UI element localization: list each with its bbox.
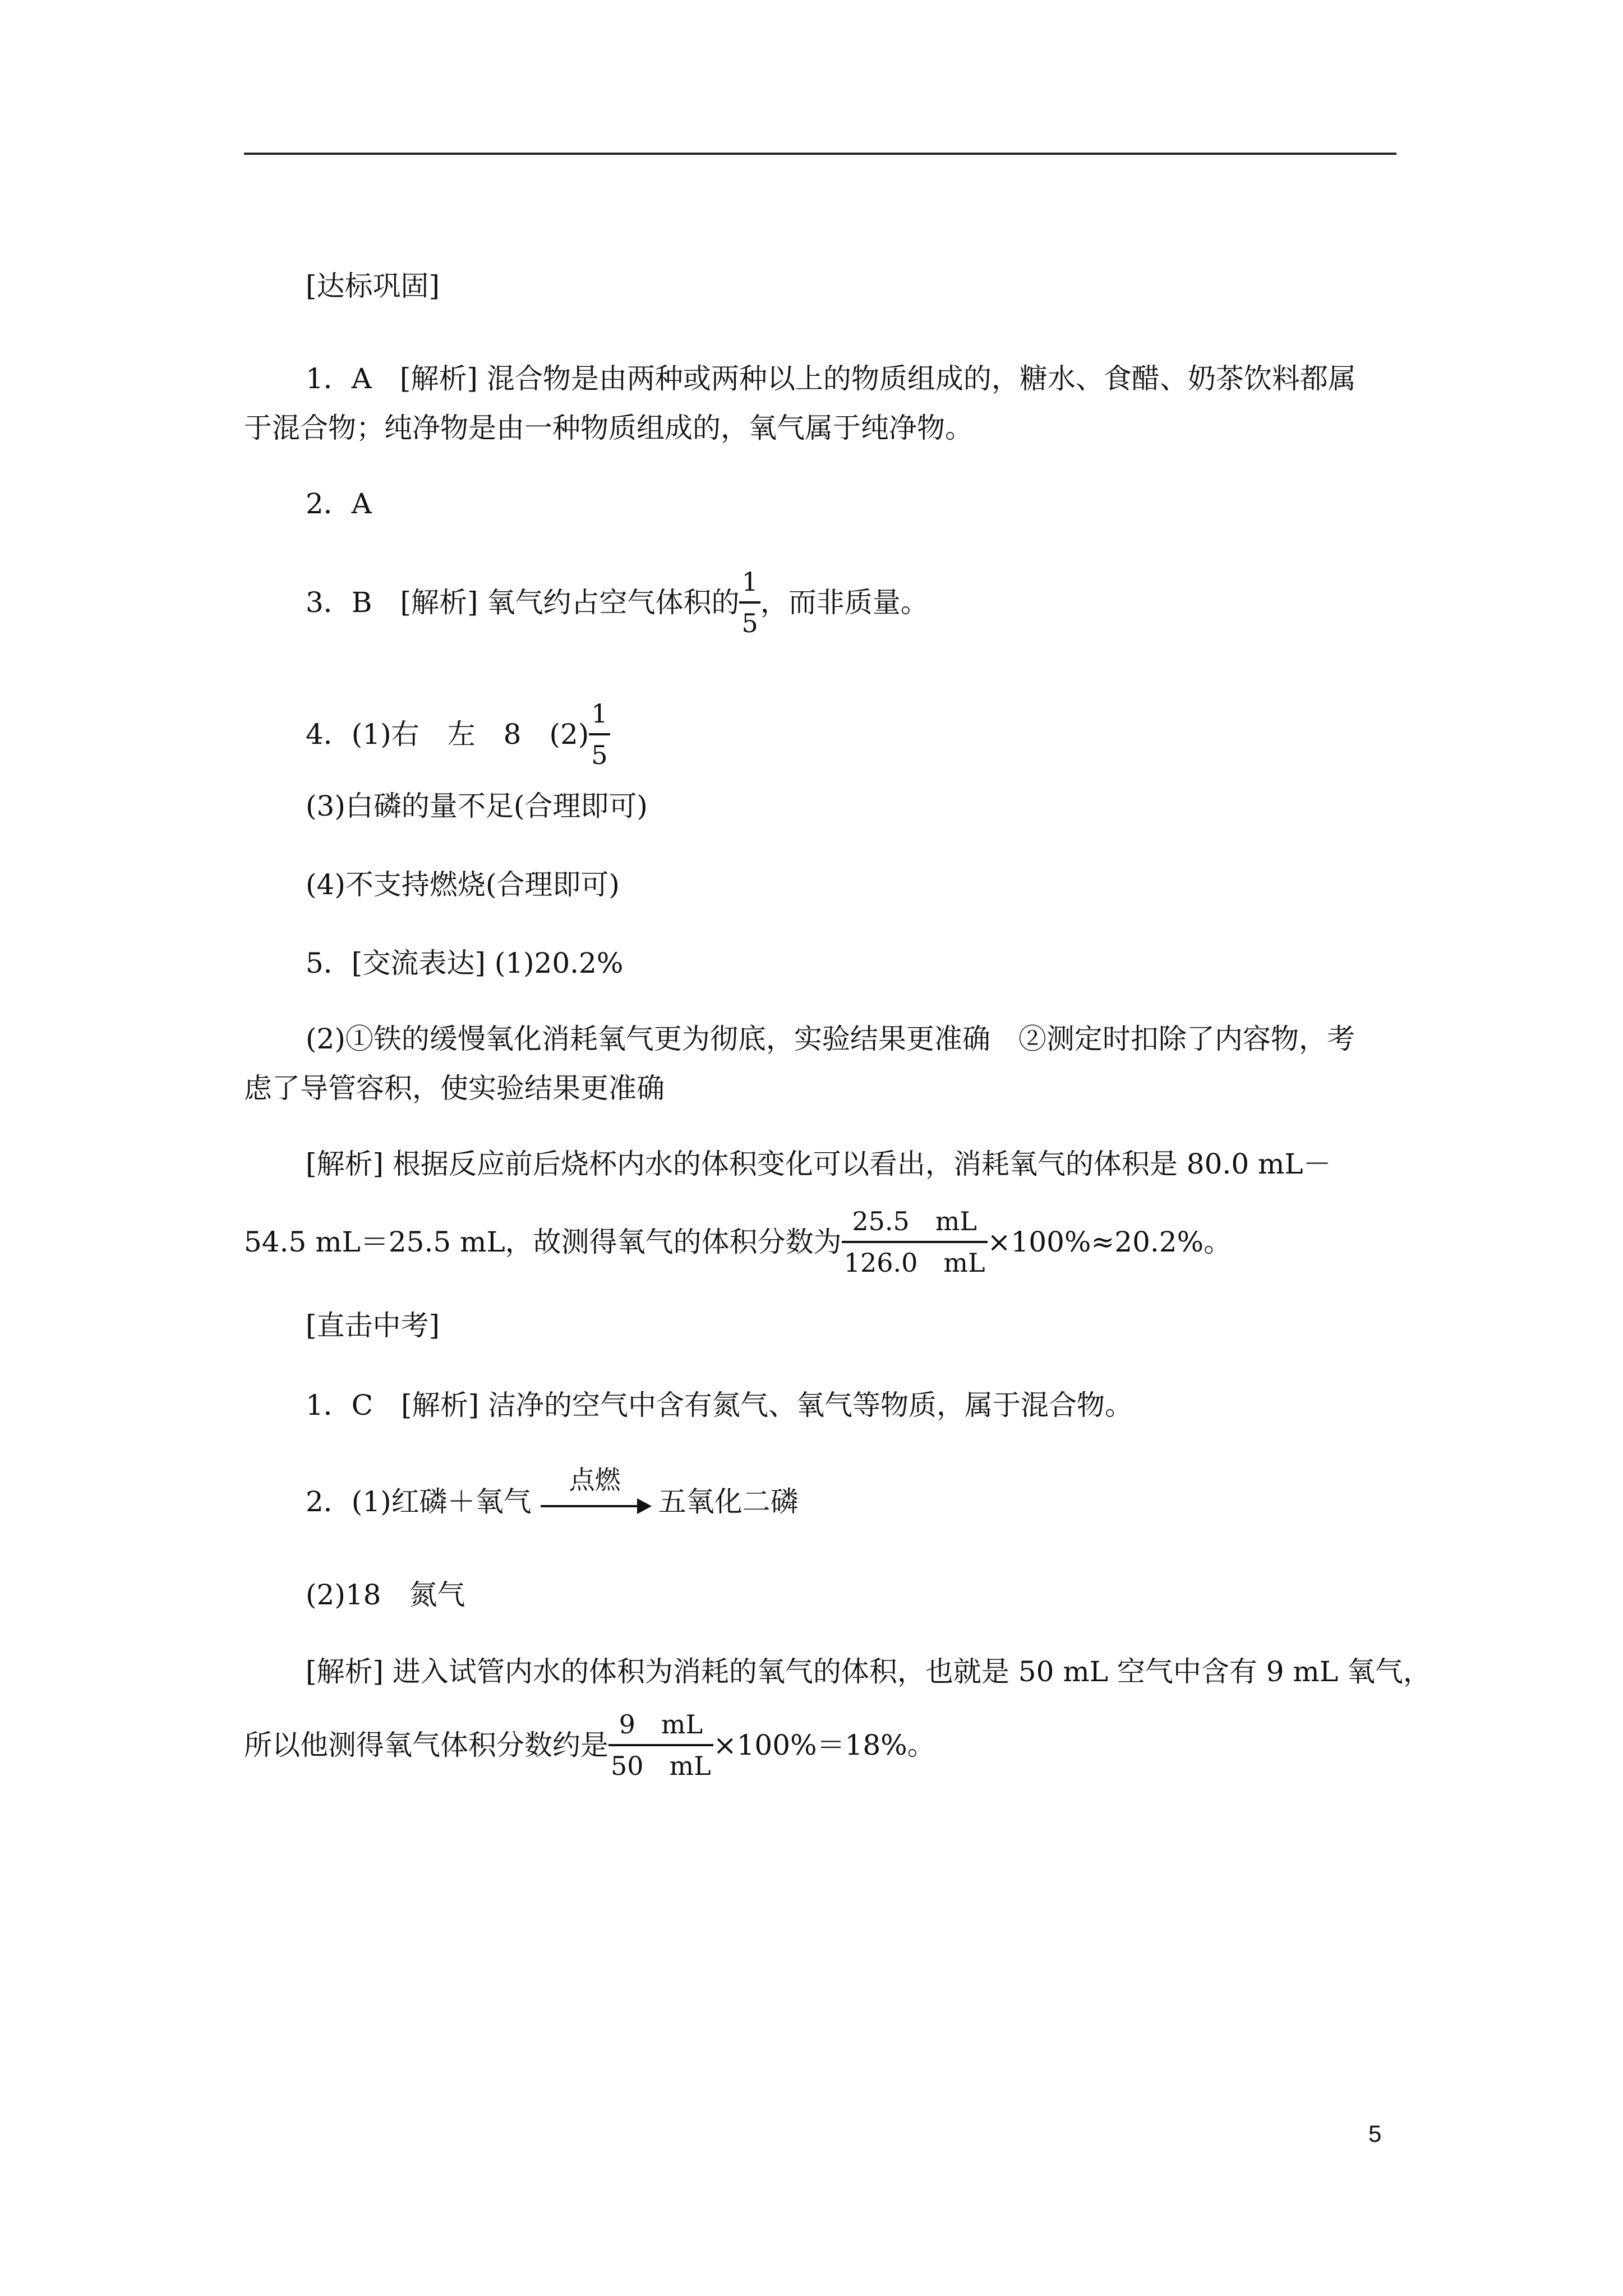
q5-part1: 5．[交流表达] (1)20.2%: [306, 947, 624, 979]
q2-answer: 2．A: [306, 487, 372, 520]
fraction-numerator: 25.5 mL: [842, 1204, 988, 1243]
q5-part2-line1: (2)①铁的缓慢氧化消耗氧气更为彻底，实验结果更准确 ②测定时扣除了内容物，考: [306, 1023, 1355, 1055]
reaction-condition: 点燃: [569, 1465, 621, 1495]
section-heading: [直击中考]: [306, 1309, 440, 1342]
q3-post: ，而非质量。: [760, 586, 929, 619]
q4-pre: 4．(1)右 左 8 (2): [306, 718, 589, 751]
fraction: [842, 1204, 988, 1280]
fraction: [739, 564, 760, 641]
fraction-denominator: 50 mL: [611, 1751, 711, 1781]
q3-answer: [306, 567, 929, 643]
q5-analysis-line1: [解析] 根据反应前后烧杯内水的体积变化可以看出，消耗氧气的体积是 80.0 mL－: [306, 1148, 1331, 1180]
fraction: [608, 1707, 713, 1783]
reaction-arrow-icon: [536, 1465, 654, 1521]
m2-analysis-line1: [解析] 进入试管内水的体积为消耗的氧气的体积，也就是 50 mL 空气中含有 9 mL 氧气，: [306, 1655, 1431, 1688]
q5-part2-line2: 虑了导管容积，使实验结果更准确: [244, 1072, 665, 1105]
q5-analysis-line2: [244, 1206, 1232, 1282]
fraction-denominator: 5: [741, 608, 758, 638]
header-rule: [244, 153, 1396, 155]
q3-pre: 3．B [解析] 氧气约占空气体积的: [306, 586, 740, 619]
q4-answer: [306, 698, 610, 775]
fraction-numerator: 1: [589, 696, 610, 735]
m2-reactants: 2．(1)红磷＋氧气: [306, 1485, 532, 1518]
section-heading: [达标巩固]: [306, 270, 440, 302]
m2-product: 五氧化二磷: [658, 1485, 799, 1518]
q1-line2: 于混合物；纯净物是由一种物质组成的，氧气属于纯净物。: [244, 412, 973, 444]
q4-part3: (3)白磷的量不足(合理即可): [306, 790, 648, 822]
m2-analysis-post: ×100%＝18%。: [713, 1729, 935, 1761]
q4-part4: (4)不支持燃烧(合理即可): [306, 868, 620, 901]
fraction: [589, 696, 610, 772]
m2-analysis-line2: [244, 1709, 935, 1786]
fraction-denominator: 5: [591, 740, 608, 770]
q5-analysis-pre: 54.5 mL＝25.5 mL，故测得氧气的体积分数为: [244, 1226, 842, 1258]
m2-analysis-pre: 所以他测得氧气体积分数约是: [244, 1729, 608, 1761]
m2-part2: (2)18 氮气: [306, 1579, 465, 1611]
fraction-numerator: 1: [739, 564, 760, 604]
page-number: 5: [1368, 2120, 1382, 2147]
fraction-numerator: 9 mL: [608, 1707, 713, 1746]
m2-part1: [306, 1465, 799, 1521]
q5-analysis-post: ×100%≈20.2%。: [987, 1226, 1232, 1258]
fraction-denominator: 126.0 mL: [843, 1248, 985, 1278]
m1-answer: 1．C [解析] 洁净的空气中含有氮气、氧气等物质，属于混合物。: [306, 1389, 1133, 1421]
q1-line1: 1．A [解析] 混合物是由两种或两种以上的物质组成的，糖水、食醋、奶茶饮料都属: [306, 362, 1356, 395]
